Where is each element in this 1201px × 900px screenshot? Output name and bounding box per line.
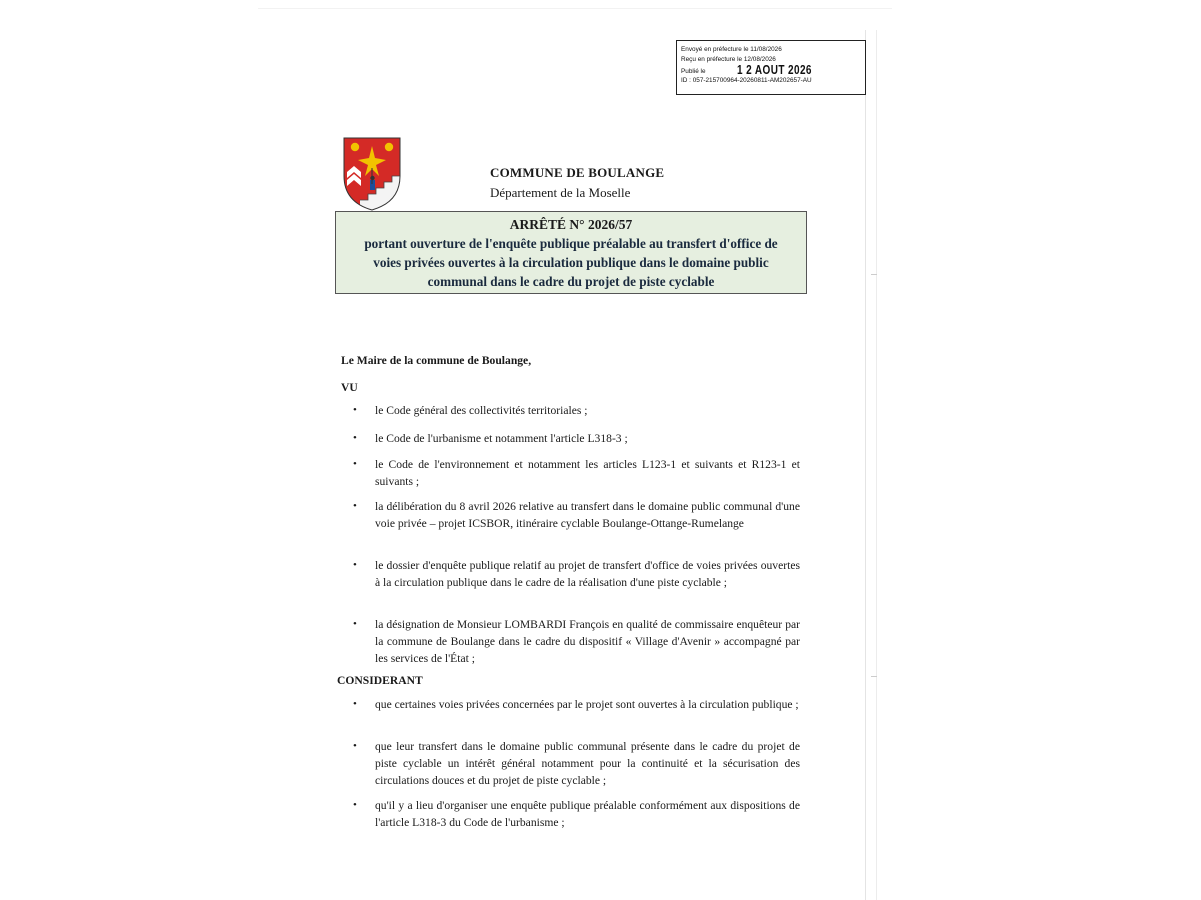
stamp-sent: Envoyé en préfecture le 11/08/2026	[681, 46, 782, 53]
coat-of-arms-icon	[342, 136, 402, 212]
arrete-subject-line-3: communal dans le cadre du projet de piste cyclable	[427, 274, 715, 289]
considerant-heading: CONSIDERANT	[337, 674, 423, 687]
scan-edge-line	[865, 30, 866, 900]
margin-mark	[871, 274, 877, 275]
arrete-subject-line-2: voies privées ouvertes à la circulation publique dans le domaine public	[373, 255, 769, 270]
arrete-title-box	[335, 211, 807, 294]
margin-mark	[871, 676, 877, 677]
stamp-received: Reçu en préfecture le 12/08/2026	[681, 56, 776, 63]
list-item: • que leur transfert dans le domaine public communal présente dans le cadre du projet de piste cyclable un intérêt général notamment pour la continuité et la sécurisation des circulations douces et du projet de piste cyclable ;	[353, 738, 800, 789]
commune-name: COMMUNE DE BOULANGE	[490, 165, 665, 180]
arrete-number: ARRÊTÉ N° 2026/57	[509, 217, 633, 232]
list-item: • le Code de l'environnement et notamment les articles L123-1 et suivants et R123-1 et suivants ;	[353, 456, 800, 490]
list-item: • le Code général des collectivités territoriales ;	[353, 402, 587, 419]
stamp-id: ID : 057-215700964-20260811-AM202657-AU	[681, 77, 812, 84]
arrete-subject-line-1: portant ouverture de l'enquête publique préalable au transfert d'office de	[364, 236, 778, 251]
list-item: • qu'il y a lieu d'organiser une enquête publique préalable conformément aux dispositions de l'article L318-3 du Code de l'urbanisme ;	[353, 797, 800, 831]
list-item: • la délibération du 8 avril 2026 relative au transfert dans le domaine public communal d'une voie privée – projet ICSBOR, itinéraire cyclable Boulange-Ottange-Rumelange	[353, 498, 800, 532]
vu-heading: VU	[341, 381, 358, 394]
prefecture-stamp	[676, 40, 866, 95]
department-name: Département de la Moselle	[490, 185, 631, 200]
list-item: • la désignation de Monsieur LOMBARDI François en qualité de commissaire enquêteur par la commune de Boulange dans le cadre du dispositif « Village d'Avenir » accompagné par les services de l'État ;	[353, 616, 800, 667]
mayor-intro: Le Maire de la commune de Boulange,	[341, 354, 532, 367]
list-item: • le dossier d'enquête publique relatif au projet de transfert d'office de voies privées ouvertes à la circulation publique dans le cadre de la réalisation d'une piste cyclable ;	[353, 557, 800, 591]
list-item: • que certaines voies privées concernées par le projet sont ouvertes à la circulation publique ;	[353, 696, 799, 713]
list-item: • le Code de l'urbanisme et notamment l'article L318-3 ;	[353, 430, 628, 447]
scan-edge-line	[876, 30, 877, 900]
stamp-published-label: Publié le	[681, 68, 706, 75]
stamp-published-date: 1 2 AOUT 2026	[737, 63, 813, 77]
